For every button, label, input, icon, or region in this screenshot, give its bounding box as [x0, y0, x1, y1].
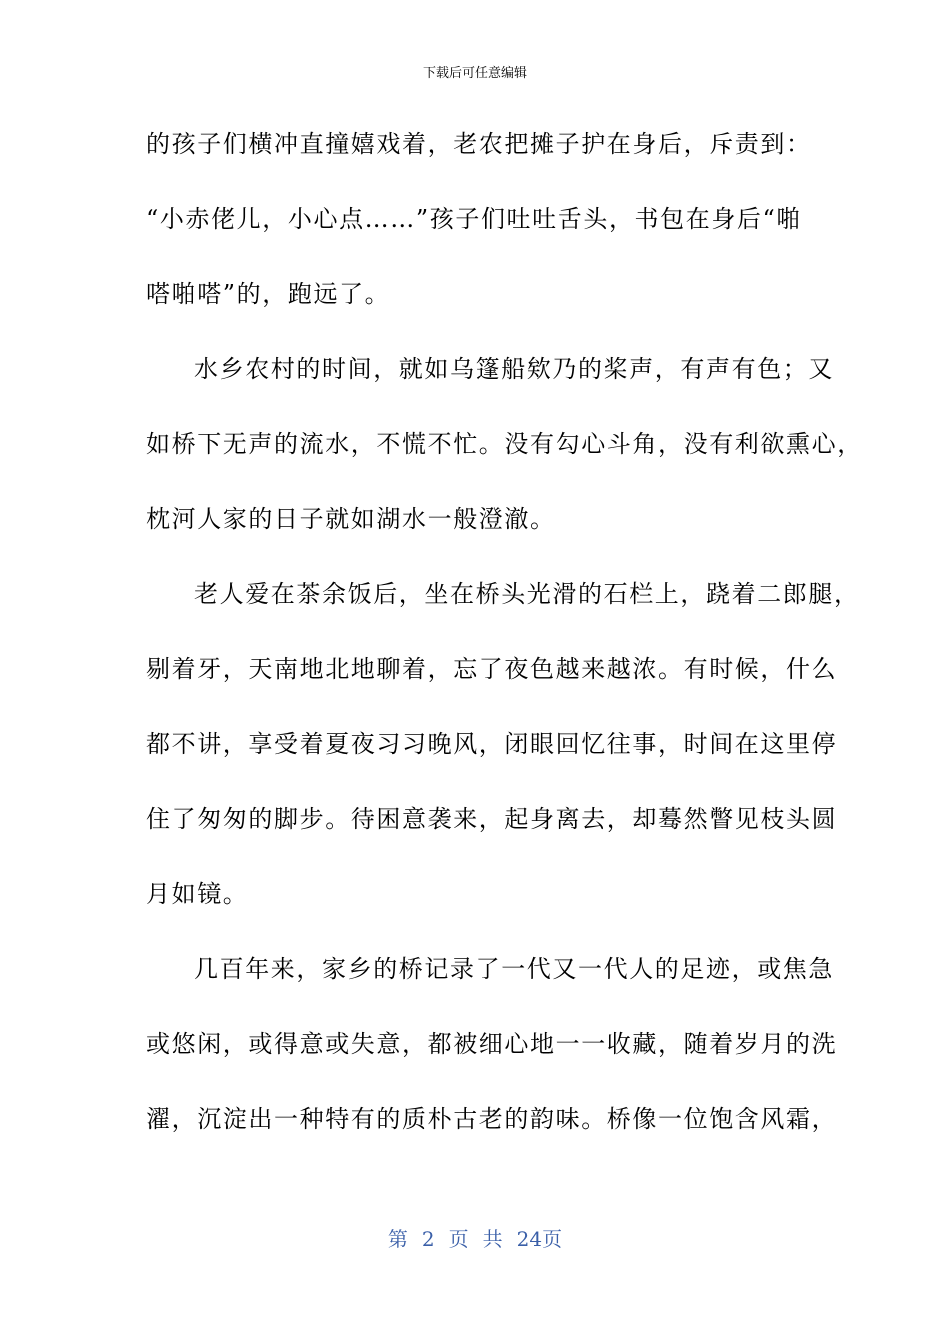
text-line: 嗒啪嗒”的，跑远了。 — [146, 280, 391, 308]
text-line: 濯，沉淀出一种特有的质朴古老的韵味。桥像一位饱含风霜， — [146, 1105, 838, 1133]
paragraph-start-line: 几百年来，家乡的桥记录了一代又一代人的足迹，或焦急 — [194, 955, 834, 983]
paragraph-start-line: 水乡农村的时间，就如乌篷船欸乃的桨声，有声有色；又 — [194, 355, 834, 383]
text-line: 或悠闲，或得意或失意，都被细心地一一收藏，随着岁月的洗 — [146, 1030, 838, 1058]
footer-total-label: 共 — [482, 1227, 503, 1251]
text-line: “小赤佬儿，小心点……”孩子们吐吐舌头，书包在身后“啪 — [146, 205, 803, 233]
text-line: 的孩子们横冲直撞嬉戏着，老农把摊子护在身后，斥责到： — [146, 130, 812, 158]
text-line: 剔着牙，天南地北地聊着，忘了夜色越来越浓。有时候，什么 — [146, 655, 838, 683]
paragraph-start-line: 老人爱在茶余饭后，坐在桥头光滑的石栏上，跷着二郎腿， — [194, 580, 860, 608]
total-pages-number: 24 — [516, 1227, 543, 1251]
footer-suffix: 页 — [542, 1227, 563, 1251]
current-page-number: 2 — [421, 1227, 435, 1251]
text-line: 枕河人家的日子就如湖水一般澄澈。 — [146, 505, 556, 533]
page-footer — [0, 1226, 950, 1252]
text-line: 如桥下无声的流水，不慌不忙。没有勾心斗角，没有利欲熏心， — [146, 430, 863, 458]
text-line: 月如镜。 — [146, 880, 249, 908]
footer-prefix: 第 — [387, 1227, 408, 1251]
text-line: 都不讲，享受着夏夜习习晚风，闭眼回忆往事，时间在这里停 — [146, 730, 838, 758]
page-header: 下载后可任意编辑 — [422, 66, 527, 81]
text-line: 住了匆匆的脚步。待困意袭来，起身离去，却蓦然瞥见枝头圆 — [146, 805, 838, 833]
footer-page-word: 页 — [448, 1227, 469, 1251]
